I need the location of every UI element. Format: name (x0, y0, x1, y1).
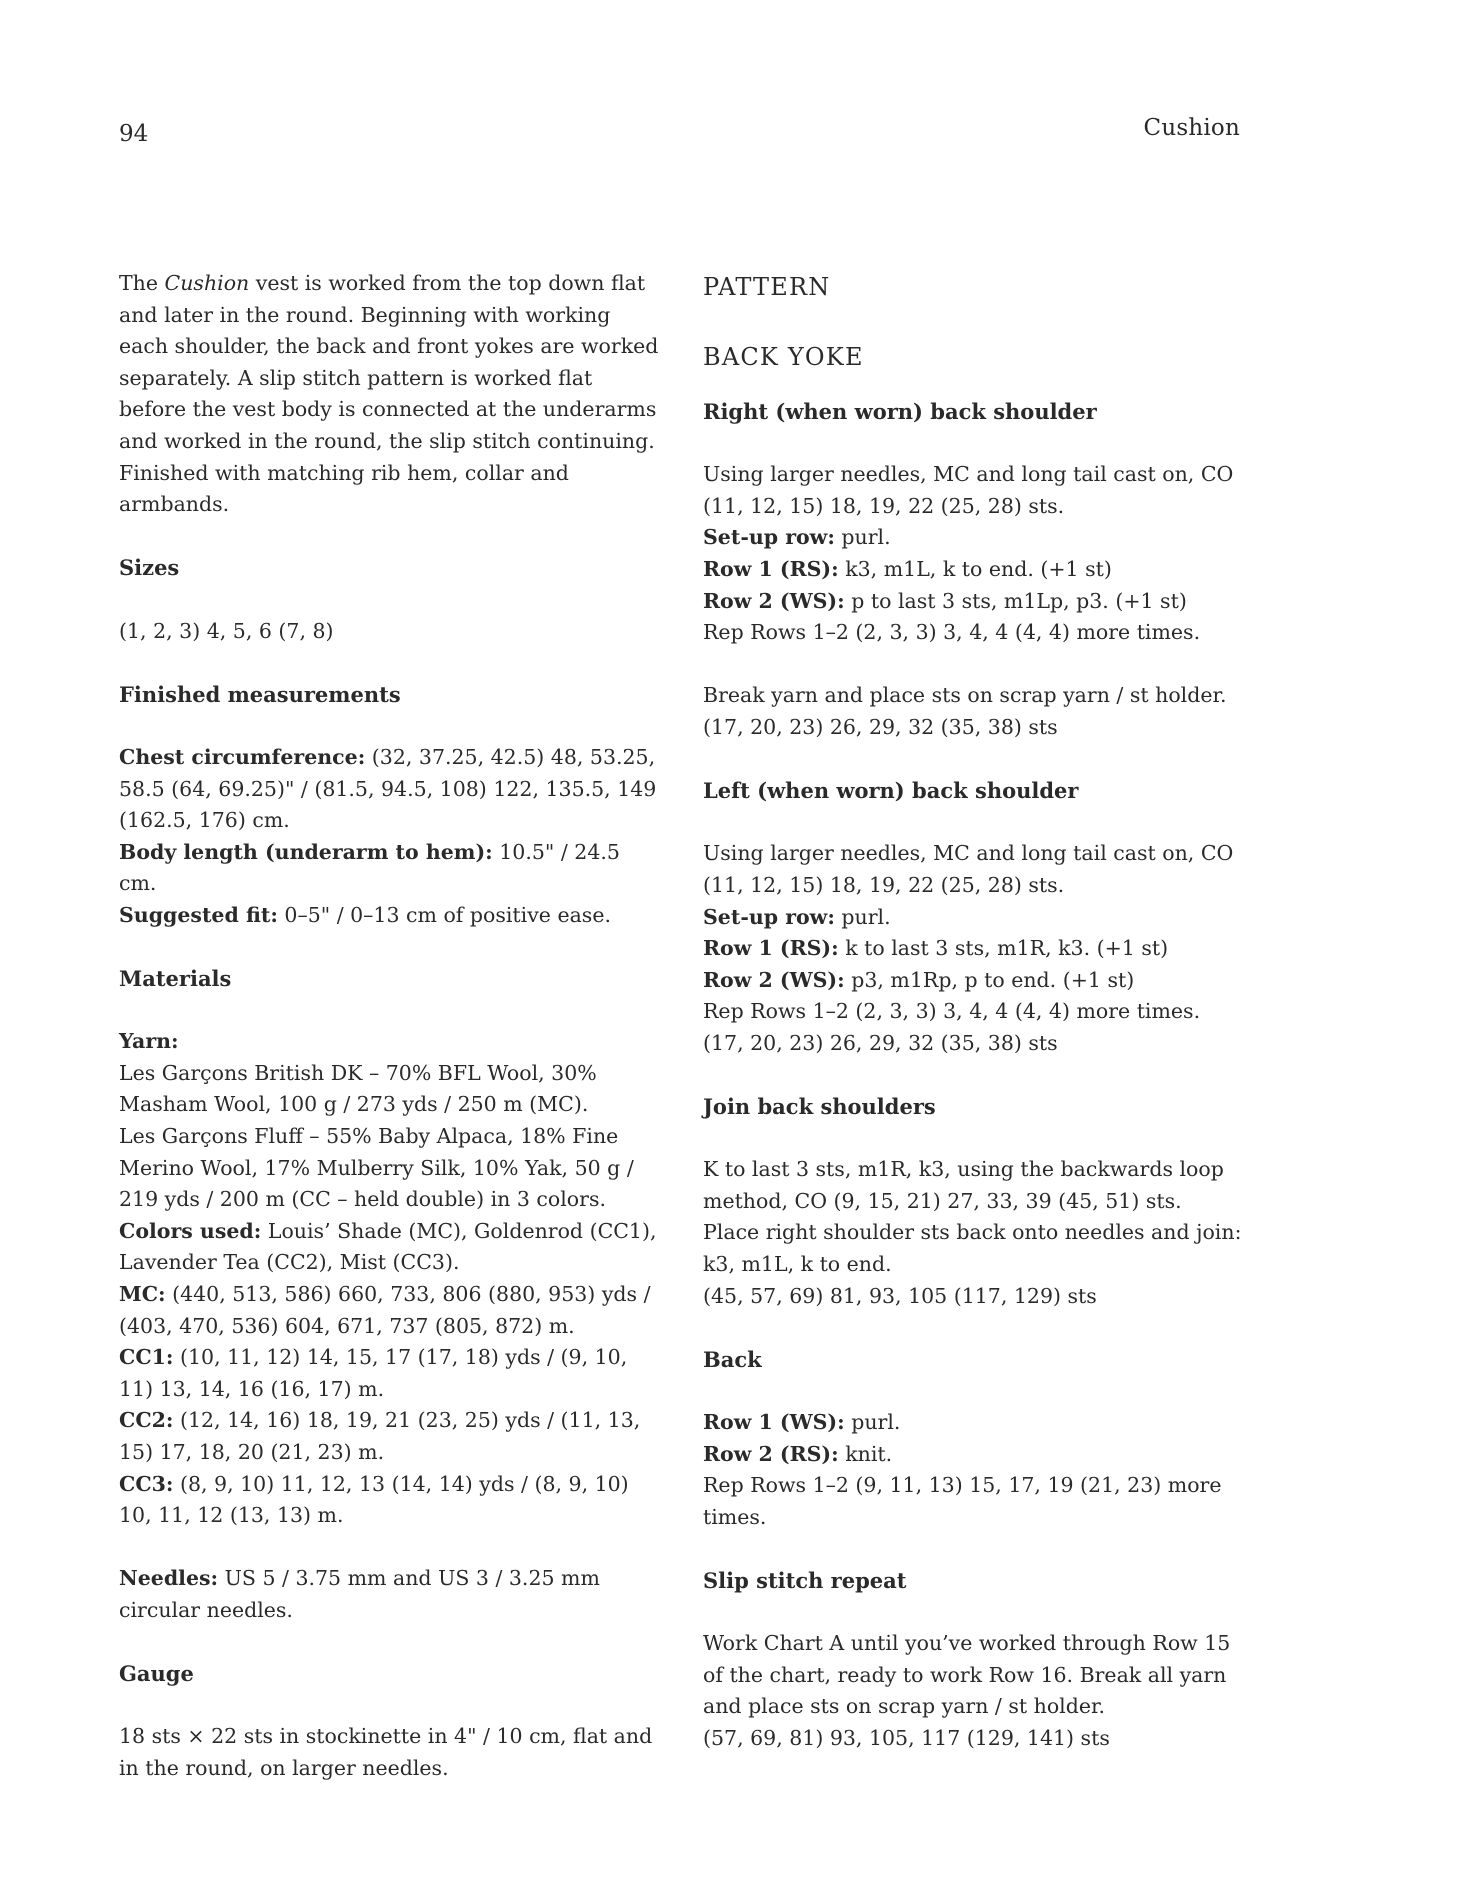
needles-label: Needles: (119, 1566, 219, 1591)
intro-text-a: The (119, 271, 165, 295)
back-row2-label: Row 2 (RS): (703, 1441, 839, 1466)
ls-row1-line (703, 933, 1243, 965)
rs-setup-value: purl. (834, 525, 891, 550)
running-head: Cushion (1143, 115, 1240, 141)
rs-row2-line (703, 586, 1243, 618)
gauge-value: 18 sts × 22 sts in stockinette in 4" / 10 cm, flat and in the round, on larger needles. (119, 1724, 653, 1780)
fit-label: Suggested fit: (119, 902, 278, 927)
page-number: 94 (119, 121, 149, 147)
intro-paragraph (119, 268, 659, 521)
ls-setup-label: Set-up row: (703, 904, 835, 929)
join-count: (45, 57, 69) 81, 93, 105 (117, 129) sts (703, 1283, 1097, 1308)
mc-line (119, 1279, 659, 1342)
yarn-2: Les Garçons Fluff – 55% Baby Alpaca, 18% Fine Merino Wool, 17% Mulberry Silk, 10% Yak, 50 g / 219 yds / 200 m (CC – held double) in 3 colors. (119, 1124, 634, 1212)
left-column (119, 268, 659, 1785)
back-repeat: Rep Rows 1–2 (9, 11, 13) 15, 17, 19 (21, 23) more times. (703, 1473, 1222, 1529)
fit-value: 0–5" / 0–13 cm of positive ease. (277, 902, 611, 927)
fit-line (119, 900, 659, 932)
rs-repeat: Rep Rows 1–2 (2, 3, 3) 3, 4, 4 (4, 4) more times. (703, 620, 1201, 645)
right-shoulder-heading: Right (when worn) back shoulder (703, 399, 1097, 424)
cc3-label: CC3: (119, 1471, 174, 1496)
back-heading: Back (703, 1346, 762, 1372)
mc-label: MC: (119, 1282, 166, 1306)
ls-cast-on: Using larger needles, MC and long tail cast on, CO (11, 12, 15) 18, 19, 22 (25, 28) sts. (703, 841, 1234, 897)
ls-row2-line (703, 965, 1243, 997)
gauge-heading: Gauge (119, 1661, 194, 1687)
needles-value: US 5 / 3.75 mm and US 3 / 3.25 mm circular needles. (119, 1566, 600, 1622)
body-length-label: Body length (underarm to hem): (119, 839, 493, 864)
rs-break: Break yarn and place sts on scrap yarn / st holder. (703, 683, 1227, 708)
ls-row1-label: Row 1 (RS): (703, 936, 839, 961)
intro-title: Cushion (164, 271, 250, 295)
rs-count: (17, 20, 23) 26, 29, 32 (35, 38) sts (703, 714, 1058, 739)
cc3-value: (8, 9, 10) 11, 12, 13 (14, 14) yds / (8, 9, 10) 10, 11, 12 (13, 13) m. (119, 1471, 629, 1528)
ls-repeat: Rep Rows 1–2 (2, 3, 3) 3, 4, 4 (4, 4) more times. (703, 999, 1201, 1024)
sizes-value: (1, 2, 3) 4, 5, 6 (7, 8) (119, 618, 334, 643)
back-row2-value: knit. (838, 1441, 893, 1466)
rs-setup-line (703, 522, 1243, 554)
chest-line (119, 742, 659, 837)
rs-row1-value: k3, m1L, k to end. (+1 st) (838, 556, 1112, 581)
sizes-heading: Sizes (119, 555, 180, 581)
needles-line (119, 1563, 659, 1626)
left-shoulder-heading: Left (when worn) back shoulder (703, 778, 1079, 804)
colors-value: Louis’ Shade (MC), Goldenrod (CC1), Lavender Tea (CC2), Mist (CC3). (119, 1218, 657, 1275)
right-column (703, 268, 1243, 1755)
cc1-label: CC1: (119, 1345, 174, 1370)
slip-stitch-count: (57, 69, 81) 93, 105, 117 (129, 141) sts (703, 1725, 1110, 1750)
slip-stitch-text: Work Chart A until you’ve worked through Row 15 of the chart, ready to work Row 16. Break all yarn and place sts on scrap yarn / st holder. (703, 1631, 1231, 1719)
cc3-line (119, 1469, 659, 1532)
rs-setup-label: Set-up row: (703, 525, 835, 550)
colors-line (119, 1216, 659, 1279)
yarn-label: Yarn: (119, 1029, 179, 1054)
ls-setup-value: purl. (834, 904, 891, 929)
cc1-value: (10, 11, 12) 14, 15, 17 (17, 18) yds / (9, 10, 11) 13, 14, 16 (16, 17) m. (119, 1345, 628, 1401)
join-text: K to last 3 sts, m1R, k3, using the backwards loop method, CO (9, 15, 21) 27, 33, 39 (45, 51) sts. Place right shoulder sts back onto needles and join: k3, m1L, k to end. (703, 1157, 1242, 1277)
slip-stitch-heading: Slip stitch repeat (703, 1567, 907, 1593)
rs-row2-value: p to last 3 sts, m1Lp, p3. (+1 st) (844, 588, 1187, 613)
ls-row2-label: Row 2 (WS): (703, 967, 845, 992)
rs-cast-on: Using larger needles, MC and long tail cast on, CO (11, 12, 15) 18, 19, 22 (25, 28) sts. (703, 462, 1234, 518)
body-length-line (119, 837, 659, 900)
cc2-value: (12, 14, 16) 18, 19, 21 (23, 25) yds / (11, 13, 15) 17, 18, 20 (21, 23) m. (119, 1408, 641, 1464)
yarn-1: Les Garçons British DK – 70% BFL Wool, 30% Masham Wool, 100 g / 273 yds / 250 m (MC). (119, 1060, 597, 1117)
ls-row2-value: p3, m1Rp, p to end. (+1 st) (844, 967, 1135, 992)
back-row1-value: purl. (844, 1410, 901, 1434)
cc1-line (119, 1342, 659, 1405)
rs-row2-label: Row 2 (WS): (703, 588, 845, 613)
ls-count: (17, 20, 23) 26, 29, 32 (35, 38) sts (703, 1030, 1058, 1055)
cc2-line (119, 1405, 659, 1468)
rs-row1-line (703, 554, 1243, 586)
rs-row1-label: Row 1 (RS): (703, 556, 839, 581)
back-row1-label: Row 1 (WS): (703, 1410, 845, 1434)
back-row1-line (703, 1407, 1243, 1439)
chest-label: Chest circumference: (119, 744, 366, 769)
colors-label: Colors used: (119, 1218, 262, 1243)
materials-heading: Materials (119, 966, 232, 992)
intro-text-b: vest is worked from the top down flat and later in the round. Beginning with working each shoulder, the back and front yokes are worked separately. A slip stitch pattern is worked flat before the vest body is connected at the underarms and worked in the round, the slip stitch continuing. Finished with matching rib hem, collar and armbands. (119, 271, 659, 517)
cc2-label: CC2: (119, 1408, 174, 1433)
back-row2-line (703, 1439, 1243, 1471)
join-heading: Join back shoulders (703, 1094, 936, 1120)
ls-row1-value: k to last 3 sts, m1R, k3. (+1 st) (838, 936, 1169, 961)
back-yoke-heading: BACK YOKE (703, 343, 864, 371)
finished-measurements-heading: Finished measurements (119, 681, 401, 707)
pattern-heading: PATTERN (703, 273, 831, 301)
mc-value: (440, 513, 586) 660, 733, 806 (880, 953) yds / (403, 470, 536) 604, 671, 737 (805, 872) m. (119, 1282, 651, 1338)
ls-setup-line (703, 902, 1243, 934)
chest-value: (32, 37.25, 42.5) 48, 53.25, 58.5 (64, 69.25)" / (81.5, 94.5, 108) 122, 135.5, 149 (162.5, 176) cm. (119, 744, 657, 833)
body-length-value: 10.5" / 24.5 cm. (119, 839, 620, 896)
